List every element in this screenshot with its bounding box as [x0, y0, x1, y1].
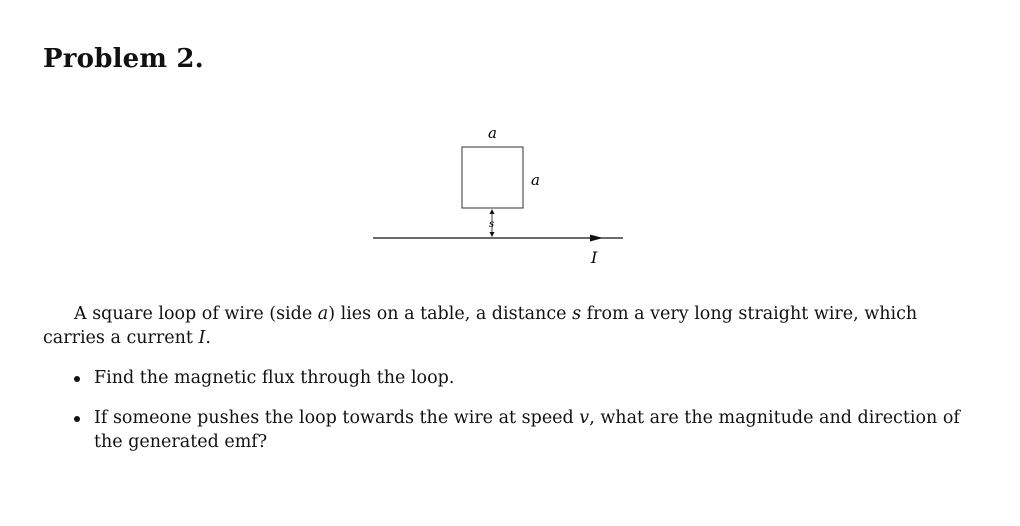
gap-arrow-up-icon — [490, 209, 495, 214]
bullet-icon — [74, 416, 80, 422]
statement-var-a: a — [317, 304, 329, 324]
problem-statement — [43, 302, 973, 350]
gap-arrow-down-icon — [490, 232, 495, 237]
label-gap: s — [489, 219, 495, 230]
statement-var-i: I — [198, 328, 206, 348]
question-emf-var-v: v — [579, 408, 590, 428]
question-emf-text-2: , what are the magnitude and direction of the generated emf? — [94, 408, 960, 452]
statement-text-3: from a very long straight wire, which carries a current — [43, 304, 918, 348]
label-side-top: a — [488, 124, 497, 142]
question-list — [43, 366, 973, 470]
current-arrow-icon — [590, 235, 603, 242]
statement-text-2: ) lies on a table, a distance — [328, 304, 573, 324]
statement-text-4: . — [205, 328, 211, 348]
square-loop — [462, 147, 523, 208]
list-item — [43, 366, 973, 390]
question-flux: Find the magnetic flux through the loop. — [94, 368, 455, 388]
problem-title: Problem 2. — [43, 44, 204, 74]
question-emf-text-1: If someone pushes the loop towards the wire at speed — [94, 408, 580, 428]
label-side-right: a — [531, 171, 540, 189]
label-current: I — [591, 248, 598, 267]
statement-text-1: A square loop of wire (side — [74, 304, 318, 324]
bullet-icon — [74, 376, 80, 382]
statement-var-s: s — [572, 304, 582, 324]
list-item — [43, 406, 973, 454]
